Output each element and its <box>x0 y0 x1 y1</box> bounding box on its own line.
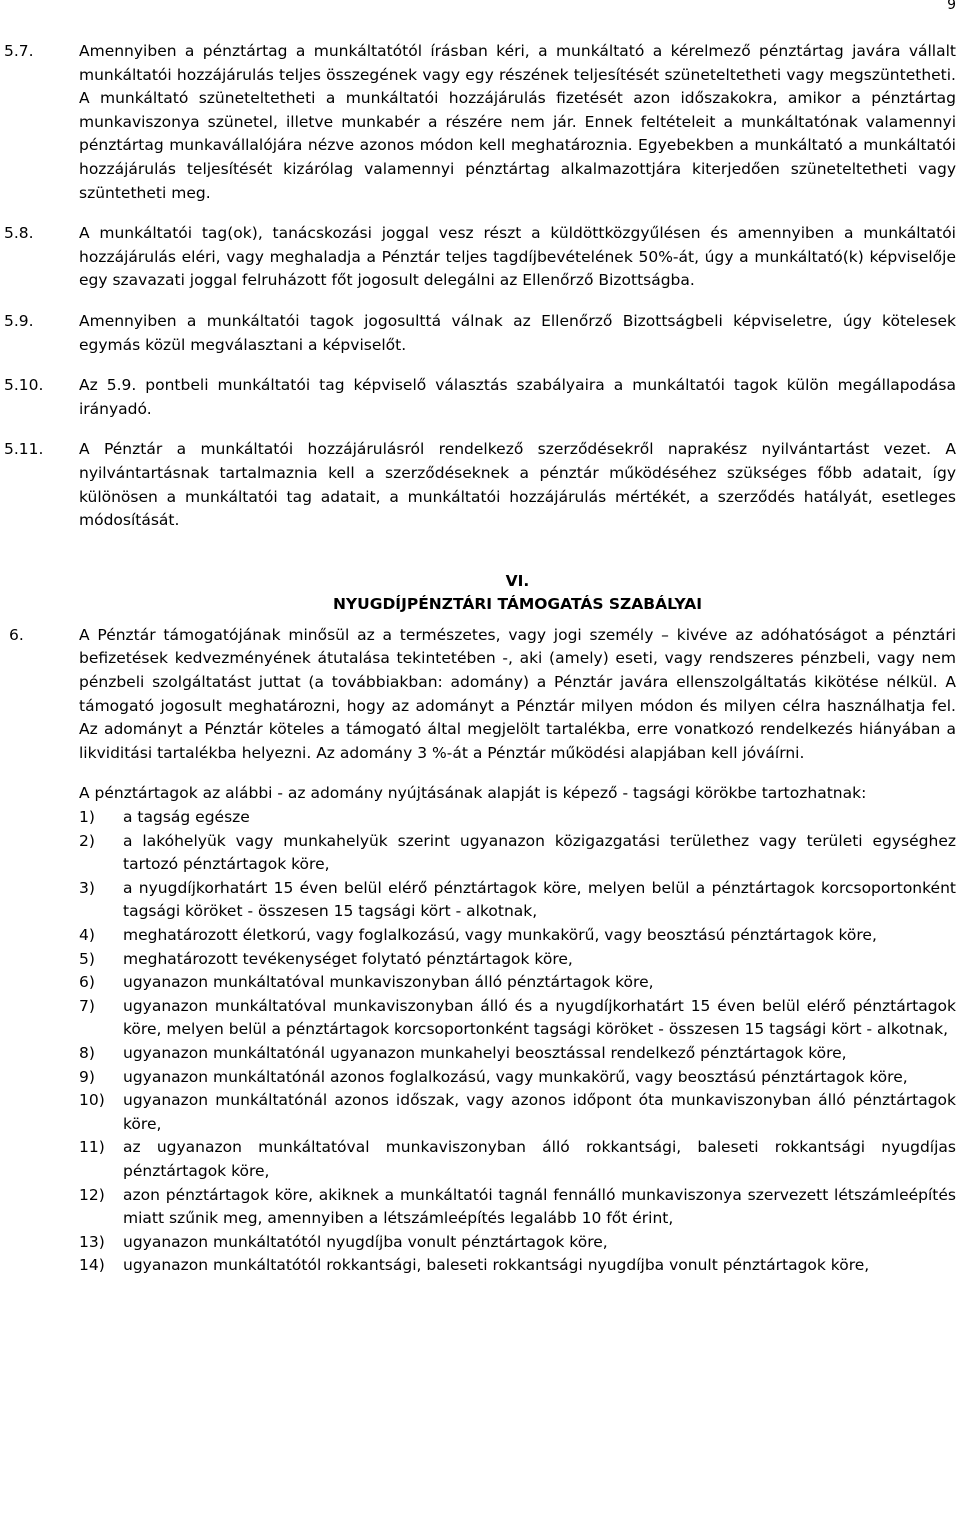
list-item-text: a tagság egésze <box>123 808 250 827</box>
list-item-number: 14) <box>79 1256 105 1275</box>
list-item <box>79 1066 956 1090</box>
section-heading <box>4 570 956 617</box>
clause-text: Amennyiben a pénztártag a munkáltatótól írásban kéri, a munkáltató a kérelmező pénztártag javára vállalt munkáltatói hozzájárulás teljes összegének vagy egy részének teljesítését szüneteltetheti vagy megszüntetheti. A munkáltató szüneteltetheti a munkáltatói hozzájárulás fizetését azon időszakokra, amikor a pénztártag munkaviszonya szünetel, illetve munkabér a részére nem jár. Ennek feltételeit a munkáltatónak valamennyi pénztártag munkavállalójára nézve azonos módon kell meghatároznia. Egyebekben a munkáltató a munkáltatói hozzájárulás teljesítését kizárólag valamennyi pénztártag alkalmazottjára kiterjedően szüneteltetheti vagy szüntetheti meg. <box>79 42 956 202</box>
list-item <box>79 1136 956 1183</box>
clause-5-9 <box>4 310 956 357</box>
list-item <box>79 830 956 877</box>
list-item-number: 13) <box>79 1232 105 1251</box>
membership-intro: A pénztártagok az alábbi - az adomány nyújtásának alapját is képező - tagsági körökbe tartozhatnak: <box>79 784 867 803</box>
document-body <box>4 40 956 1278</box>
list-item-number: 11) <box>79 1138 105 1157</box>
list-item-number: 1) <box>79 808 95 827</box>
list-item <box>79 1089 956 1136</box>
list-item <box>79 948 956 972</box>
list-item-text: a nyugdíjkorhatárt 15 éven belül elérő pénztártagok köre, melyen belül a pénztártagok korcsoportonként tagsági köröket - összesen 15 tagsági kört - alkotnak, <box>123 878 956 921</box>
clause-text: A Pénztár támogatójának minősül az a természetes, vagy jogi személy – kivéve az adóhatóságot a pénztári befizetések kedvezményének átutalása tekintetében -, aki (amely) eseti, vagy rendszeres pénzbeli, vagy nem pénzbeli szolgáltatást juttat (a továbbiakban: adomány) a Pénztár javára ellenszolgáltatás kikötése nélkül. A támogató jogosult meghatározni, hogy az adományt a Pénztár milyen módon és milyen célra használhatja fel. Az adományt a Pénztár köteles a támogató által megjelölt tartalékba, erre vonatkozó rendelkezés hiányában a likviditási tartalékba helyezni. Az adomány 3 %-át a Pénztár működési alapjában kell jóváírni. <box>79 625 956 762</box>
list-item <box>79 877 956 924</box>
list-item <box>79 1042 956 1066</box>
list-item-number: 2) <box>79 831 95 850</box>
list-item-number: 9) <box>79 1067 95 1086</box>
list-item-text: meghatározott életkorú, vagy foglalkozású, vagy munkakörű, vagy beosztású pénztártagok köre, <box>123 926 877 944</box>
clause-5-10 <box>4 374 956 421</box>
list-item <box>79 1254 956 1278</box>
list-item-number: 7) <box>79 996 95 1015</box>
list-item <box>79 1184 956 1231</box>
clause-number: 5.11. <box>4 440 44 459</box>
list-item-number: 10) <box>79 1091 105 1110</box>
list-item-text: ugyanazon munkáltatótól rokkantsági, baleseti rokkantsági nyugdíjba vonult pénztártagok köre, <box>123 1256 870 1275</box>
list-item-text: meghatározott tevékenységet folytató pénztártagok köre, <box>123 949 573 968</box>
clause-number: 5.9. <box>4 311 34 330</box>
list-item-number: 6) <box>79 973 95 992</box>
list-item-text: ugyanazon munkáltatóval munkaviszonyban álló és a nyugdíjkorhatárt 15 éven belül elérő pénztártagok köre, melyen belül a pénztártagok korcsoportonként tagsági köröket - összesen 15 tagsági kört - alkotnak, <box>123 996 956 1039</box>
list-item-text: azon pénztártagok köre, akiknek a munkáltatói tagnál fennálló munkaviszonya szervezett létszámleépítés miatt szűnik meg, amennyiben a létszámleépítés legalább 10 főt érint, <box>123 1185 956 1228</box>
clause-number: 5.7. <box>4 42 34 60</box>
list-item-number: 4) <box>79 926 95 944</box>
clause-number: 5.10. <box>4 376 44 395</box>
clause-5-8 <box>4 222 956 293</box>
list-item <box>79 1231 956 1255</box>
list-item-text: a lakóhelyük vagy munkahelyük szerint ugyanazon közigazgatási területhez vagy területi egységhez tartozó pénztártagok köre, <box>123 831 956 874</box>
list-item-text: az ugyanazon munkáltatóval munkaviszonyban álló rokkantsági, baleseti rokkantsági nyugdíjas pénztártagok köre, <box>123 1138 956 1180</box>
membership-circle-list <box>4 806 956 1278</box>
list-item-number: 8) <box>79 1043 95 1062</box>
page-number: 9 <box>947 0 956 13</box>
clause-text: A munkáltatói tag(ok), tanácskozási joggal vesz részt a küldöttközgyűlésen és amennyiben a munkáltatói hozzájárulás eléri, vagy meghaladja a Pénztár teljes tagdíjbevételének 50%-át, úgy a munkáltató(k) képviselője egy szavazati joggal felruházott főt jogosult delegálni az Ellenőrző Bizottságba. <box>79 224 956 290</box>
list-item <box>79 995 956 1042</box>
section-number: VI. <box>505 571 530 590</box>
list-item <box>79 806 956 830</box>
list-item <box>79 924 956 948</box>
clause-text: Amennyiben a munkáltatói tagok jogosulttá válnak az Ellenőrző Bizottságbeli képviseletre, úgy kötelesek egymás közül megválasztani a képviselőt. <box>79 311 956 354</box>
clause-6 <box>4 624 956 766</box>
list-item-number: 5) <box>79 949 95 968</box>
clause-text: A Pénztár a munkáltatói hozzájárulásról rendelkező szerződésekről naprakész nyilvántartást vezet. A nyilvántartásnak tartalmaznia kell a szerződéseknek a pénztár működéséhez szükséges főbb adatait, így különösen a munkáltatói tag adatait, a munkáltatói hozzájárulás mértékét, a szerződés hatályát, esetleges módosítását. <box>79 440 956 530</box>
section-title: NYUGDÍJPÉNZTÁRI TÁMOGATÁS SZABÁLYAI <box>332 595 703 614</box>
list-item-text: ugyanazon munkáltatónál azonos foglalkozású, vagy munkakörű, vagy beosztású pénztártagok köre, <box>123 1067 908 1086</box>
clause-number: 5.8. <box>4 224 34 243</box>
list-item-text: ugyanazon munkáltatótól nyugdíjba vonult pénztártagok köre, <box>123 1232 608 1251</box>
list-item-text: ugyanazon munkáltatónál ugyanazon munkahelyi beosztással rendelkező pénztártagok köre, <box>123 1043 847 1062</box>
list-item-text: ugyanazon munkáltatónál azonos időszak, vagy azonos időpont óta munkaviszonyban álló pénztártagok köre, <box>123 1091 956 1133</box>
list-item-number: 12) <box>79 1185 105 1204</box>
clause-5-11 <box>4 438 956 532</box>
clause-number: 6. <box>9 625 24 644</box>
list-item-number: 3) <box>79 878 95 897</box>
list-item <box>79 971 956 995</box>
list-item-text: ugyanazon munkáltatóval munkaviszonyban álló pénztártagok köre, <box>123 973 654 992</box>
clause-5-7 <box>4 40 956 205</box>
clause-text: Az 5.9. pontbeli munkáltatói tag képviselő választás szabályaira a munkáltatói tagok külön megállapodása irányadó. <box>79 376 956 418</box>
